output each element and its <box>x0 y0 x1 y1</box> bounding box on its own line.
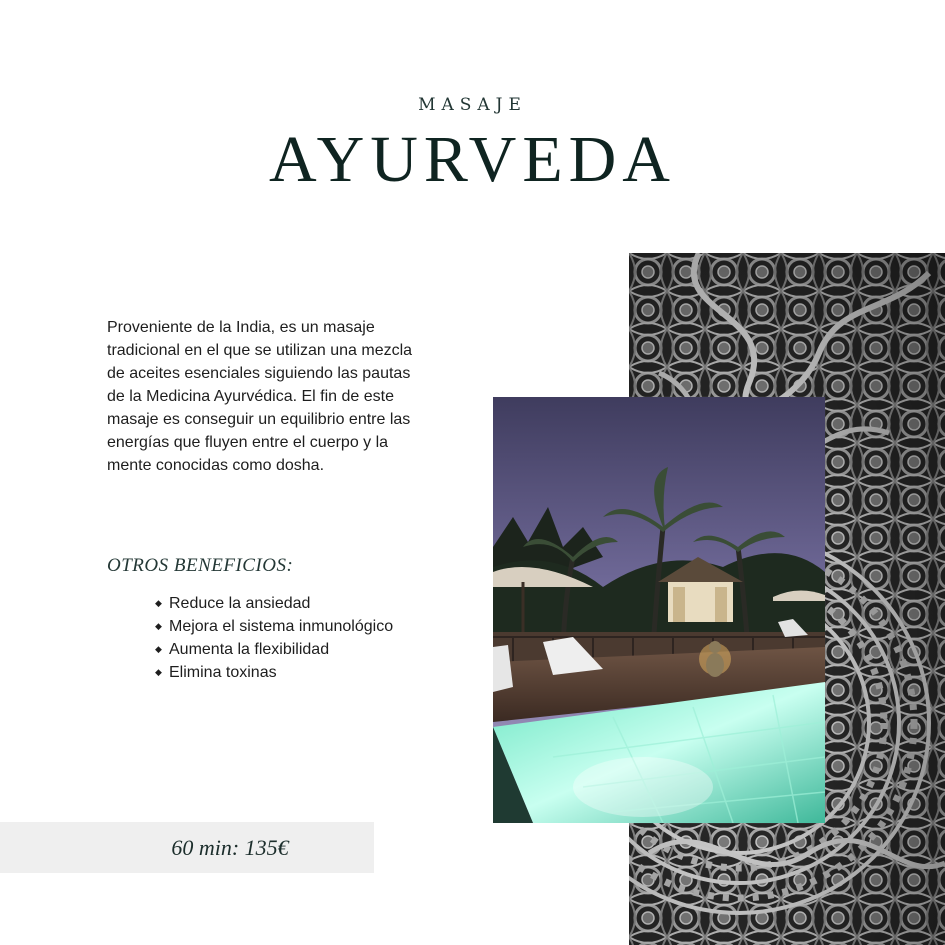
resort-pool-photo <box>493 397 825 823</box>
price-label: 60 min: 135€ <box>171 835 289 860</box>
benefits-list <box>155 592 393 684</box>
benefit-label: Elimina toxinas <box>169 664 277 681</box>
benefit-item <box>155 638 393 661</box>
service-category: MASAJE <box>418 95 527 115</box>
benefit-label: Mejora el sistema inmunológico <box>169 618 394 635</box>
benefit-label: Reduce la ansiedad <box>169 595 311 612</box>
service-title: AYURVEDA <box>269 123 676 196</box>
diamond-bullet-icon: ◆ <box>155 644 162 654</box>
benefits-heading: OTROS BENEFICIOS: <box>107 555 294 576</box>
benefit-label: Aumenta la flexibilidad <box>169 641 330 658</box>
diamond-bullet-icon: ◆ <box>155 621 162 631</box>
benefit-item <box>155 661 393 684</box>
diamond-bullet-icon: ◆ <box>155 667 162 677</box>
service-description: Proveniente de la India, es un masaje tradicional en el que se utilizan una mezcla de aceites esenciales siguiendo las pautas de la Medicina Ayurvédica. El fin de este masaje es conseguir un equilibrio entre las energías que fluyen entre el cuerpo y la mente conocidas como dosha. <box>107 319 413 474</box>
price-band <box>0 822 374 873</box>
benefit-item <box>155 615 393 638</box>
diamond-bullet-icon: ◆ <box>155 598 162 608</box>
benefit-item <box>155 592 393 615</box>
